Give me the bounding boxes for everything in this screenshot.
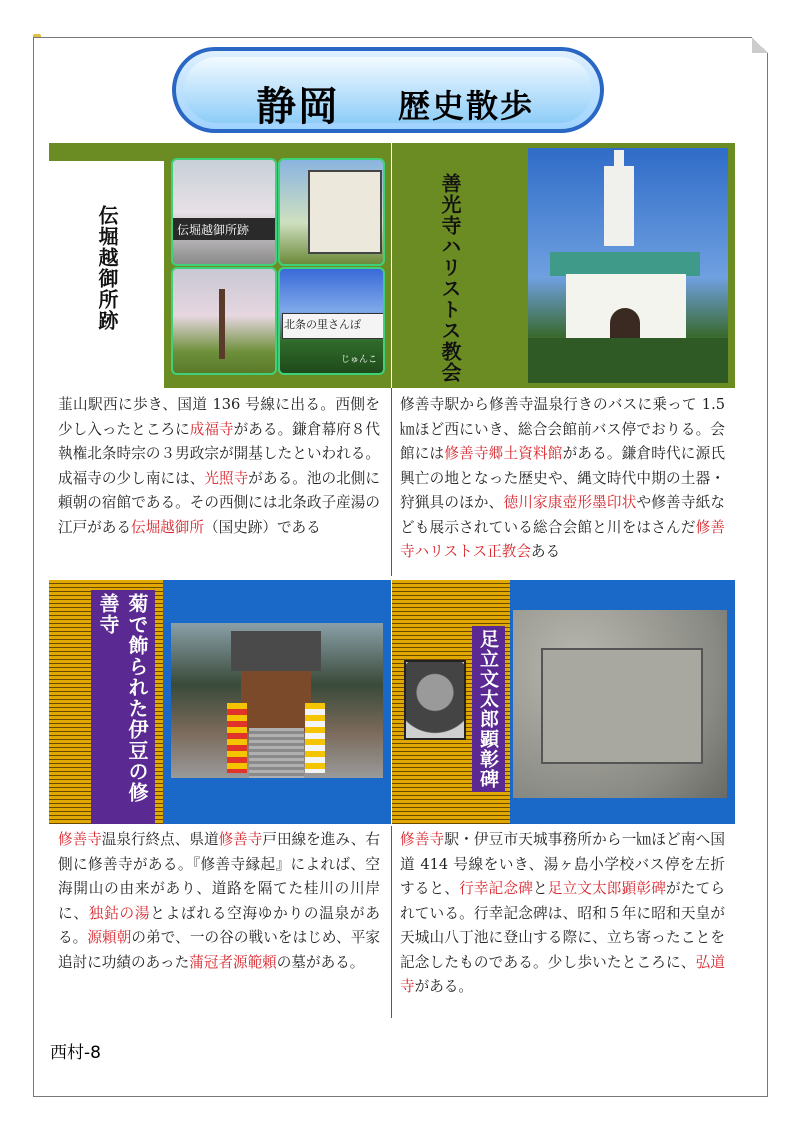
section-1-image-panel <box>49 143 391 388</box>
column-divider-bottom <box>391 826 392 1018</box>
highlight-term: 修善寺ハリストス正教会 <box>400 518 725 560</box>
column-divider-top <box>391 388 392 576</box>
section-3-image-panel <box>49 580 391 824</box>
collage-photo-4 <box>278 267 385 375</box>
text-run: がある。鎌倉時代に源氏興亡の地となった歴史や、縄文時代中期の土器・狩猟具のほか、 <box>400 445 725 511</box>
highlight-term: 修善寺 <box>218 831 263 848</box>
text-run: とよばれる空海ゆかりの温泉がある。 <box>58 904 380 946</box>
church-photo <box>528 148 728 383</box>
text-run: 戸田線を進み、右側に修善寺がある。『修善寺縁起』によれば、空海開山の由来があり、道路を隔てた桂川の川岸に、 <box>58 831 380 922</box>
section-4-label: 足立文太郎顕彰碑 <box>472 626 505 792</box>
text-run: と <box>533 880 548 897</box>
text-run: 韮山駅西に歩き、国道 136 号線に出る。西側を少し入ったところに <box>58 396 380 438</box>
text-run: 温泉行終点、県道 <box>101 831 219 848</box>
highlight-term: 光照寺 <box>204 469 249 487</box>
sign-text: 伝堀越御所跡 <box>177 223 250 237</box>
text-run: （国史跡）である <box>203 518 321 536</box>
collage-photo-3 <box>171 267 277 375</box>
highlight-term: 修善寺郷土資料館 <box>444 445 563 462</box>
highlight-term: 独鈷の湯 <box>88 904 151 922</box>
text-run: や修善寺紙なども展示されている総合会館と川をはさんだ <box>400 494 725 536</box>
section-1-text <box>58 393 380 540</box>
page-subtitle: 歴史散歩 <box>398 87 535 125</box>
page-footer: 西村-8 <box>50 1043 101 1063</box>
photo-watermark: じゅんこ <box>340 355 377 365</box>
text-run: 修善寺駅から修善寺温泉行きのバスに乗って 1.5 ㎞ほど西にいき、総合会館前バス停でおりる。会館には <box>400 396 725 462</box>
text-run: の弟で、一の谷の戦いをはじめ、平家追討に功績のあった <box>58 929 380 971</box>
highlight-term: 修善寺 <box>400 831 445 848</box>
highlight-term: 修善寺 <box>58 831 102 848</box>
text-run: がある。 <box>414 978 473 995</box>
temple-photo <box>171 623 383 778</box>
highlight-term: 源頼朝 <box>87 929 132 946</box>
page-title: 静岡 <box>256 84 340 130</box>
text-run: ある <box>530 543 561 560</box>
text-run: がある。池の北側に頼朝の宿館である。その西側には北条政子産湯の江戸がある <box>58 469 380 536</box>
text-run: の墓がある。 <box>276 953 365 971</box>
page-fold-corner <box>752 37 768 53</box>
section-2-label: 善光寺ハリストス教会 <box>438 173 462 383</box>
highlight-term: 蒲冠者源範頼 <box>189 953 277 971</box>
text-run: がある。鎌倉幕府８代執権北条時宗の３男政宗が開基したといわれる。成福寺の少し南には、 <box>58 420 380 487</box>
portrait-photo <box>404 660 466 740</box>
section-3-text <box>58 828 380 975</box>
highlight-term: 足立文太郎顕彰碑 <box>547 880 667 897</box>
section-3-label: 菊で飾られた伊豆の修善寺 <box>91 590 155 824</box>
section-2-text <box>400 393 725 565</box>
highlight-term: 行幸記念碑 <box>459 880 534 897</box>
section-4-image-panel <box>392 580 735 824</box>
highlight-term: 徳川家康壺形墨印状 <box>503 494 637 511</box>
monument-stone-photo <box>513 610 727 798</box>
highlight-term: 成福寺 <box>189 420 234 438</box>
highlight-term: 弘道寺 <box>400 953 725 995</box>
collage-photo-2 <box>278 158 385 266</box>
text-run: がたてられている。行幸記念碑は、昭和５年に昭和天皇が天城山八丁池に登山する際に、立ち寄ったことを記念したものである。少し歩いたところに、 <box>400 880 725 971</box>
sign-text-2: 北条の里さんぽ <box>284 318 361 331</box>
collage-photo-1 <box>171 158 277 266</box>
text-run: 駅・伊豆市天城事務所から一㎞ほど南へ国道 414 号線をいき、湯ヶ島小学校バス停を左折すると、 <box>400 831 725 897</box>
title-banner <box>172 47 604 133</box>
highlight-term: 伝堀越御所 <box>130 518 204 536</box>
section-2-image-panel <box>392 143 735 388</box>
section-1-label: 伝堀越御所跡 <box>95 205 119 331</box>
section-4-text <box>400 828 725 1000</box>
